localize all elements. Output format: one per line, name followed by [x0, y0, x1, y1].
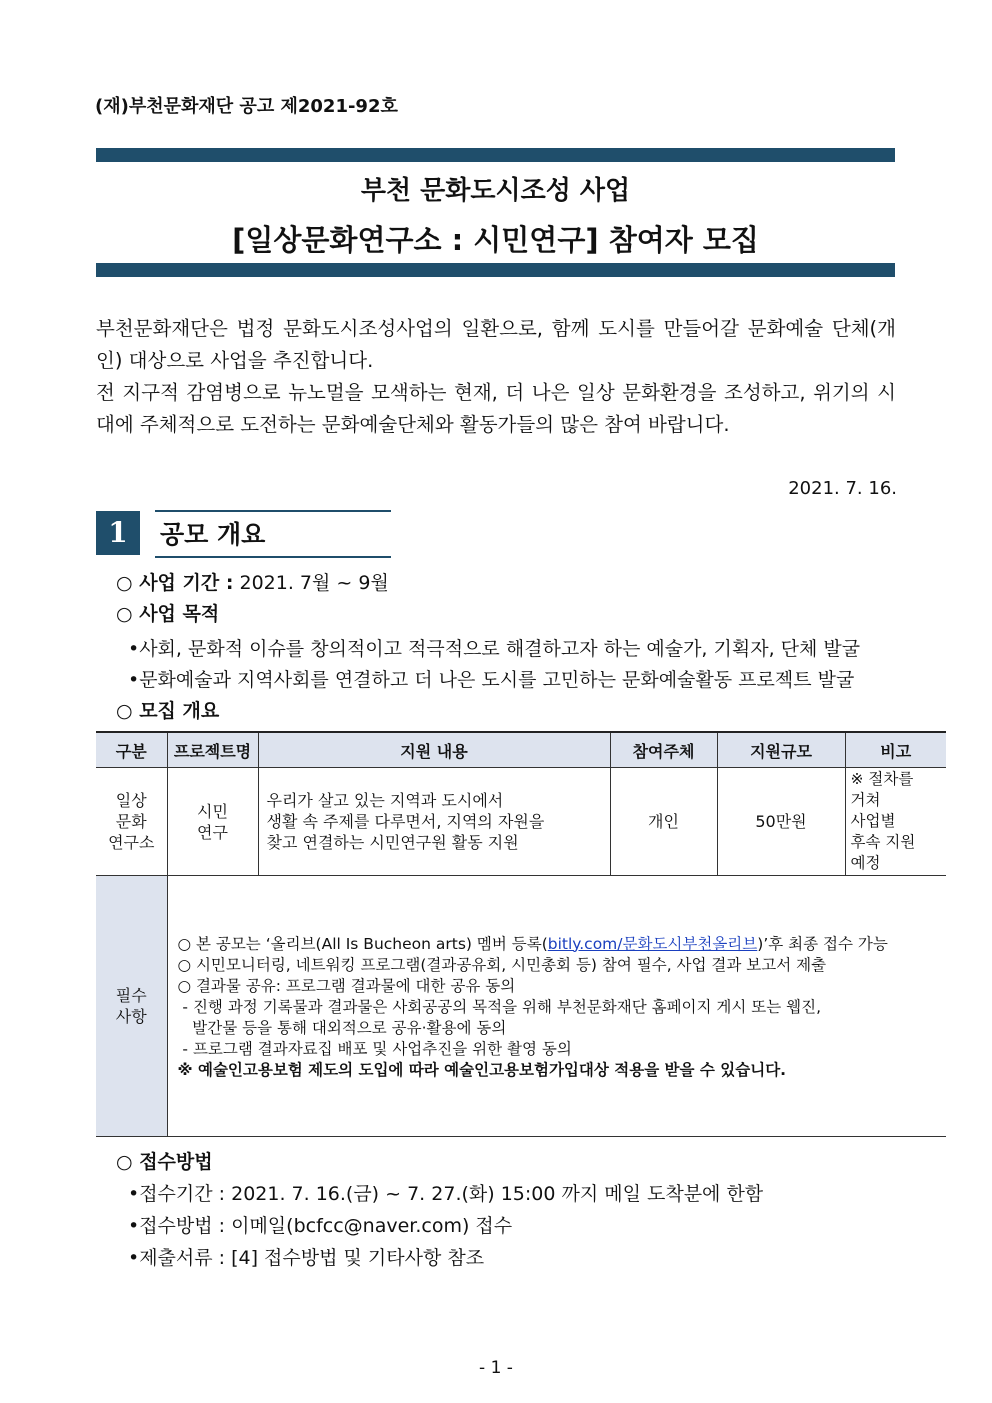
req-line: 발간물 등을 통해 대외적으로 공유·활용에 동의 — [177, 1018, 507, 1037]
col-header-project: 프로젝트명 — [167, 732, 258, 768]
submission-item: •제출서류 : [4] 접수방법 및 기타사항 참조 — [128, 1247, 485, 1269]
recruit-overview-label: ○ 모집 개요 — [116, 700, 220, 722]
submission-method-label: ○ 접수방법 — [116, 1151, 213, 1173]
section-number: 1 — [96, 511, 140, 555]
submission-item: •접수방법 : 이메일(bcfcc@naver.com) 접수 — [128, 1215, 513, 1237]
req-line-insurance: ※ 예술인고용보험 제도의 도입에 따라 예술인고용보험가입대상 적용을 받을 수 있습니다. — [177, 1060, 787, 1079]
table-row-requirements — [96, 876, 946, 1137]
req-line — [178, 934, 941, 955]
olive-link[interactable]: bitly.com/문화도시부천올리브 — [547, 934, 758, 953]
col-header-note: 비고 — [845, 732, 946, 768]
cell-category: 일상 문화 연구소 — [96, 768, 167, 876]
title-band-top — [96, 148, 895, 162]
cell-participant: 개인 — [610, 768, 717, 876]
req-line: ○ 결과물 공유: 프로그램 결과물에 대한 공유 동의 — [177, 976, 516, 995]
project-period — [116, 568, 389, 595]
page-number: - 1 - — [479, 1358, 513, 1378]
announcement-date: 2021. 7. 16. — [788, 478, 897, 499]
cell-req-label: 필수 사항 — [96, 876, 167, 1137]
project-purpose-label: ○ 사업 목적 — [116, 603, 220, 625]
col-header-content: 지원 내용 — [258, 732, 610, 768]
purpose-item: •문화예술과 지역사회를 연결하고 더 나은 도시를 고민하는 문화예술활동 프로젝트 발굴 — [128, 669, 855, 691]
project-period-label: ○ 사업 기간 : — [116, 572, 234, 594]
req-line: - 프로그램 결과자료집 배포 및 사업추진을 위한 촬영 동의 — [177, 1039, 572, 1058]
col-header-category: 구분 — [96, 732, 167, 768]
intro-paragraph-2: 전 지구적 감염병으로 뉴노멀을 모색하는 현재, 더 나은 일상 문화환경을 조성하고, 위기의 시대에 주체적으로 도전하는 문화예술단체와 활동가들의 많은 참여 바랍니다. — [96, 381, 896, 436]
req-line: ○ 시민모니터링, 네트워킹 프로그램(결과공유회, 시민총회 등) 참여 필수, 사업 결과 보고서 제출 — [177, 955, 827, 974]
intro-paragraph-1: 부천문화재단은 법정 문화도시조성사업의 일환으로, 함께 도시를 만들어갈 문화예술 단체(개인) 대상으로 사업을 추진합니다. — [96, 317, 896, 372]
col-header-scale: 지원규모 — [717, 732, 845, 768]
req-line-text: ○ 본 공모는 ‘올리브(All Is Bucheon arts) 멤버 등록( — [177, 934, 548, 953]
col-header-participant: 참여주체 — [610, 732, 717, 768]
title-band-bottom — [96, 263, 895, 277]
purpose-item: •사회, 문화적 이슈를 창의적이고 적극적으로 해결하고자 하는 예술가, 기획자, 단체 발굴 — [128, 638, 861, 660]
notice-number: (재)부천문화재단 공고 제2021-92호 — [95, 96, 398, 117]
intro-text — [96, 313, 896, 441]
req-line: - 진행 과정 기록물과 결과물은 사회공공의 목적을 위해 부천문화재단 홈페이지 게시 또는 웹진, — [177, 997, 822, 1016]
doc-title-line1: 부천 문화도시조성 사업 — [360, 176, 631, 206]
section-title: 공모 개요 — [160, 520, 266, 549]
req-line-text: )’후 최종 접수 가능 — [757, 934, 888, 953]
project-period-value: 2021. 7월 ~ 9월 — [233, 572, 389, 594]
cell-project: 시민 연구 — [167, 768, 258, 876]
table-header-row — [96, 732, 946, 768]
cell-scale: 50만원 — [717, 768, 845, 876]
cell-content: 우리가 살고 있는 지역과 도시에서 생활 속 주제를 다루면서, 지역의 자원을 찾고 연결하는 시민연구원 활동 지원 — [258, 768, 610, 876]
doc-title-line2: [일상문화연구소 : 시민연구] 참여자 모집 — [232, 223, 759, 257]
cell-note: ※ 절차를 거쳐 사업별 후속 지원 예정 — [845, 768, 946, 876]
submission-item: •접수기간 : 2021. 7. 16.(금) ~ 7. 27.(화) 15:00 까지 메일 도착분에 한함 — [128, 1183, 764, 1205]
cell-requirements — [167, 876, 946, 1137]
recruit-table — [96, 731, 946, 1137]
table-row — [96, 768, 946, 876]
